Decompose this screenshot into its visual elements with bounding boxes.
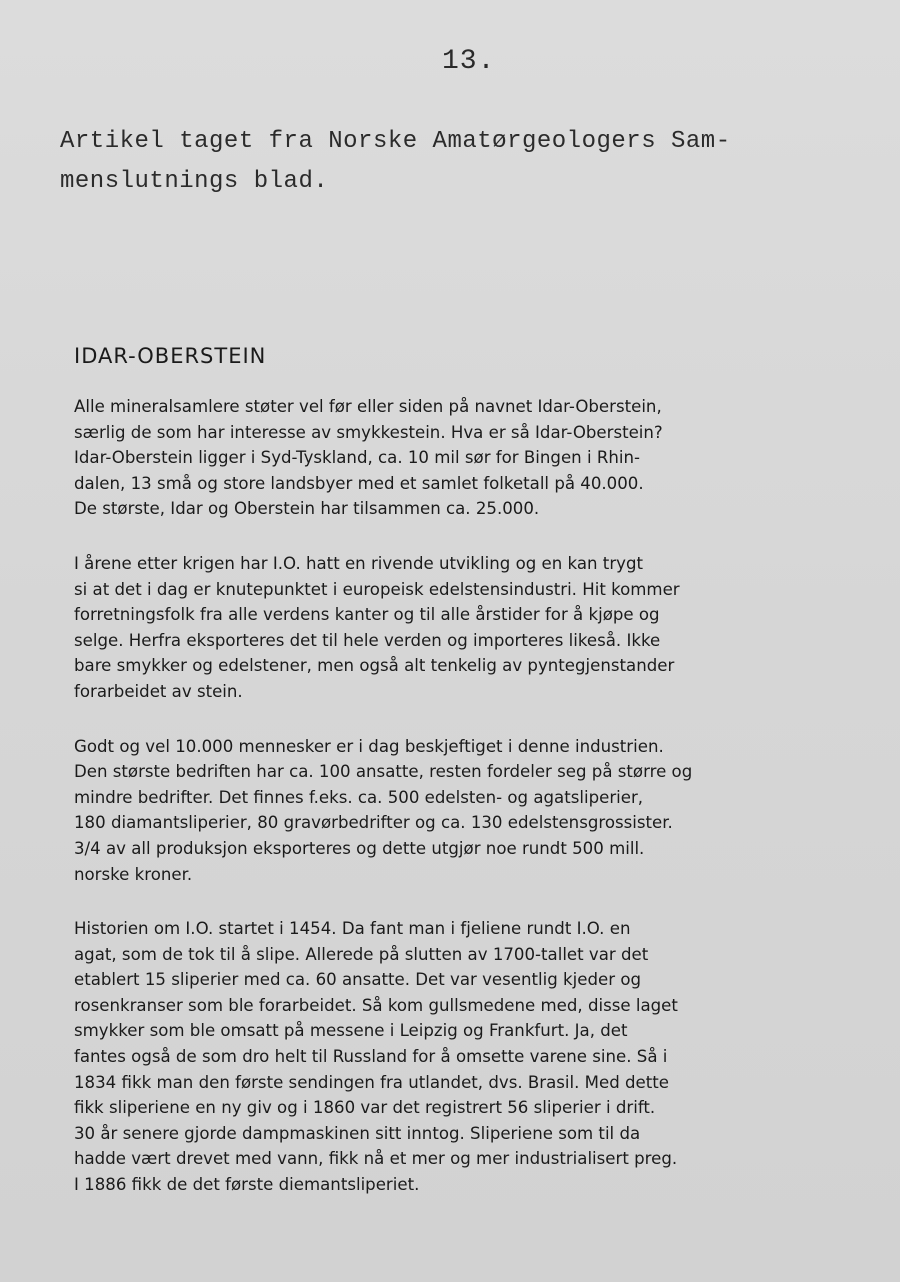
source-note-line: menslutnings blad. [60, 168, 329, 195]
text-line: fantes også de som dro helt til Russland for å omsette varene sine. Så i [74, 1047, 668, 1067]
paragraph-history [74, 916, 824, 1198]
text-line: Idar-Oberstein ligger i Syd-Tyskland, ca. 10 mil sør for Bingen i Rhin- [74, 448, 640, 468]
text-line: De største, Idar og Oberstein har tilsammen ca. 25.000. [74, 499, 540, 519]
text-line: 1834 fikk man den første sendingen fra utlandet, dvs. Brasil. Med dette [74, 1072, 669, 1092]
text-line: etablert 15 sliperier med ca. 60 ansatte. Det var vesentlig kjeder og [74, 970, 641, 990]
text-line: rosenkranser som ble forarbeidet. Så kom gullsmedene med, disse laget [74, 995, 678, 1015]
text-line: I 1886 fikk de det første diemantsliperiet. [74, 1175, 420, 1195]
article-title: IDAR-OBERSTEIN [74, 344, 267, 368]
page-number: 13. [442, 46, 496, 77]
paragraph-intro [74, 394, 824, 522]
text-line: 180 diamantsliperier, 80 gravørbedrifter og ca. 130 edelstensgrossister. [74, 813, 673, 833]
text-line: hadde vært drevet med vann, fikk nå et mer og mer industrialisert preg. [74, 1149, 678, 1169]
text-line: særlig de som har interesse av smykkestein. Hva er så Idar-Oberstein? [74, 422, 663, 442]
text-line: bare smykker og edelstener, men også alt tenkelig av pyntegjenstander [74, 656, 675, 676]
text-line: forarbeidet av stein. [74, 681, 243, 701]
text-line: norske kroner. [74, 864, 193, 884]
text-line: 3/4 av all produksjon eksporteres og dette utgjør noe rundt 500 mill. [74, 838, 645, 858]
text-line: Alle mineralsamlere støter vel før eller siden på navnet Idar-Oberstein, [74, 397, 662, 416]
text-line: forretningsfolk fra alle verdens kanter og til alle årstider for å kjøpe og [74, 605, 660, 625]
text-line: fikk sliperiene en ny giv og i 1860 var det registrert 56 sliperier i drift. [74, 1098, 656, 1118]
article-body [74, 394, 824, 1227]
source-note-line: Artikel taget fra Norske Amatørgeologers Sam- [60, 128, 731, 155]
text-line: selge. Herfra eksporteres det til hele verden og importeres likeså. Ikke [74, 630, 661, 650]
text-line: smykker som ble omsatt på messene i Leipzig og Frankfurt. Ja, det [74, 1021, 628, 1041]
text-line: agat, som de tok til å slipe. Allerede på slutten av 1700-tallet var det [74, 944, 649, 964]
text-line: mindre bedrifter. Det finnes f.eks. ca. 500 edelsten- og agatsliperier, [74, 787, 644, 807]
text-line: Den største bedriften har ca. 100 ansatte, resten fordeler seg på større og [74, 762, 693, 782]
paragraph-industry [74, 734, 824, 888]
text-line: I årene etter krigen har I.O. hatt en rivende utvikling og en kan trygt [74, 553, 643, 573]
text-line: dalen, 13 små og store landsbyer med et samlet folketall på 40.000. [74, 473, 644, 493]
source-note [60, 122, 820, 202]
text-line: Historien om I.O. startet i 1454. Da fant man i fjeliene rundt I.O. en [74, 919, 631, 939]
text-line: si at det i dag er knutepunktet i europeisk edelstensindustri. Hit kommer [74, 579, 680, 599]
paragraph-development [74, 551, 824, 705]
text-line: 30 år senere gjorde dampmaskinen sitt inntog. Sliperiene som til da [74, 1123, 641, 1143]
text-line: Godt og vel 10.000 mennesker er i dag beskjeftiget i denne industrien. [74, 736, 664, 756]
